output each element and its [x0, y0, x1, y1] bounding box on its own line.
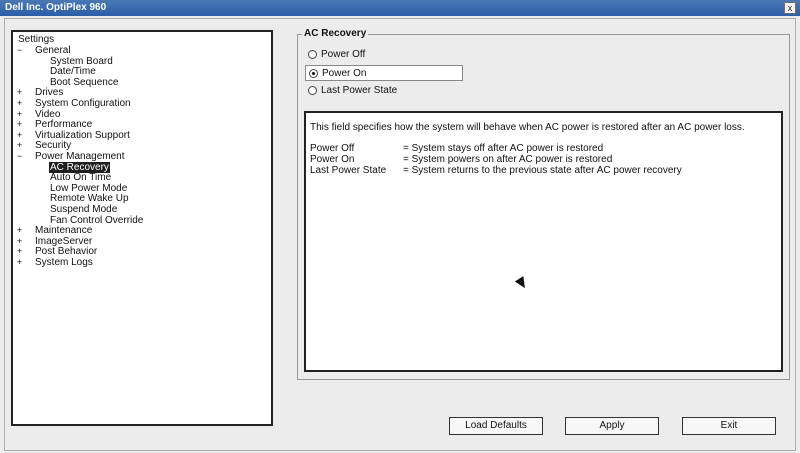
description-value: = System returns to the previous state after AC power recovery	[403, 165, 682, 176]
tree-item-label: Maintenance	[35, 225, 93, 237]
tree-item-label: Video	[35, 108, 61, 120]
window-title: Dell Inc. OptiPlex 960	[5, 2, 107, 13]
option-last-power-state[interactable]	[305, 83, 463, 99]
tree-item-label: AC Recovery	[50, 161, 109, 173]
tree-item-label: Low Power Mode	[50, 182, 128, 194]
option-power-on[interactable]	[305, 65, 463, 81]
description-key: Power Off	[310, 143, 355, 154]
expand-icon[interactable]: +	[17, 129, 23, 140]
description-key: Power On	[310, 154, 355, 165]
radio-checked-icon[interactable]	[309, 69, 318, 78]
tree-root-label: Settings	[18, 34, 55, 45]
tree-item-label: Security	[35, 140, 72, 152]
settings-tree[interactable]	[11, 30, 273, 426]
radio-icon[interactable]	[308, 86, 317, 95]
tree-item-label: System Board	[50, 55, 113, 67]
description-row	[310, 165, 682, 176]
tree-item-label: Auto On Time	[50, 172, 112, 184]
description-table	[310, 143, 682, 176]
expand-icon[interactable]: +	[17, 87, 23, 98]
expand-icon[interactable]: +	[17, 140, 23, 151]
expand-icon[interactable]: +	[17, 225, 23, 236]
close-icon[interactable]: x	[784, 2, 796, 14]
tree-item-label: Boot Sequence	[50, 76, 119, 88]
tree-item-label: Post Behavior	[35, 246, 98, 258]
expand-icon[interactable]: +	[17, 257, 23, 267]
load-defaults-button[interactable]: Load Defaults	[449, 417, 543, 435]
description-key: Last Power State	[310, 165, 387, 176]
option-label: Power Off	[321, 49, 366, 60]
tree-item-label: General	[35, 45, 71, 56]
expand-icon[interactable]: +	[17, 246, 23, 257]
description-panel	[304, 111, 783, 372]
expand-icon[interactable]: +	[17, 235, 23, 246]
description-intro: This field specifies how the system will behave when AC power is restored after an AC power loss.	[310, 122, 745, 133]
option-label: Power On	[322, 68, 367, 79]
group-title: AC Recovery	[304, 28, 367, 39]
expand-icon[interactable]: +	[17, 98, 23, 108]
option-label: Last Power State	[321, 85, 398, 96]
collapse-icon[interactable]: −	[17, 151, 23, 161]
exit-button[interactable]: Exit	[682, 417, 776, 435]
description-row	[310, 143, 682, 154]
tree-item-label: Performance	[35, 119, 93, 131]
collapse-icon[interactable]: −	[17, 45, 23, 55]
tree-item-label: Virtualization Support	[35, 129, 130, 141]
description-value: = System stays off after AC power is restored	[403, 143, 604, 154]
tree-item-label: System Logs	[35, 257, 93, 268]
option-power-off[interactable]	[305, 47, 463, 63]
tree-item-label: ImageServer	[35, 235, 93, 247]
description-row	[310, 154, 682, 165]
tree-item-label: Power Management	[35, 151, 125, 162]
tree-item-label: Drives	[35, 87, 64, 99]
title-bar	[0, 0, 800, 16]
tree-item-label: Fan Control Override	[50, 214, 144, 226]
tree-item-label: Suspend Mode	[50, 204, 118, 215]
apply-button[interactable]: Apply	[565, 417, 659, 435]
tree-item-label: Date/Time	[50, 66, 96, 78]
expand-icon[interactable]: +	[17, 119, 23, 130]
tree-item-label: System Configuration	[35, 98, 131, 109]
tree-item-label: Remote Wake Up	[50, 193, 129, 205]
radio-icon[interactable]	[308, 50, 317, 59]
expand-icon[interactable]: +	[17, 108, 23, 119]
description-value: = System powers on after AC power is restored	[403, 154, 613, 165]
